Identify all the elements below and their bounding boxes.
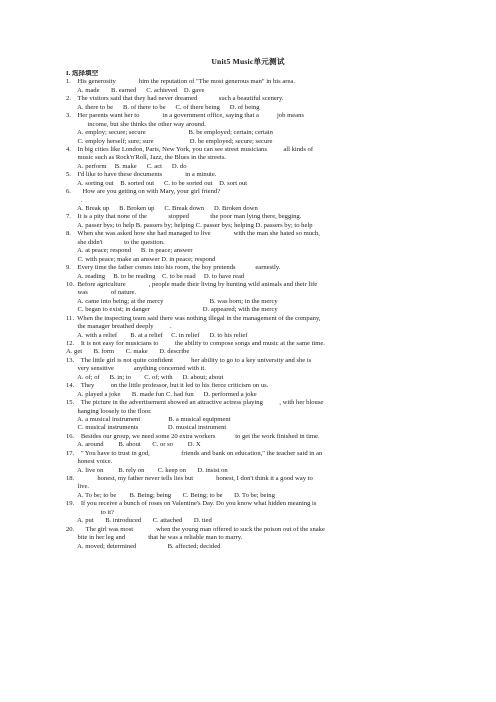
text-line: live. [66,483,90,491]
text-line: A. put B. introduced C. attached D. tied [66,517,212,525]
text-line: A. sorting out B. sorted out C. to be sorted out D. sort out [66,179,248,187]
text-line: A. get B. form C. make D. describe [66,348,190,356]
text-line: A. perform B. make C. act D. do [66,162,187,170]
text-line: 6. How are you getting on with Mary, your girl friend? [66,188,221,196]
text-line: 12. It is not easy for musicians to the ability to compose songs and music at the same time. [66,340,325,347]
text-line: 7. It is a pity that none of the stopped the poor man lying there, begging. [66,213,302,221]
text-line: 20. The girl was most when the young man offered to suck the poison out of the snake [66,525,325,533]
text-line: A. moved; determined B. affected; decided [66,542,221,550]
page-title: Unit5 Music单元测试 [211,57,285,66]
text-line: very sensitive anything concerned with it. [66,365,206,373]
text-line: A. there to be B. of there to be C. of there being D. of being [66,103,260,111]
text-line: 14. They on the little professor, but it led to his fierce criticism on us. [66,382,269,390]
text-line: A. at peace; respond B. in peace; answer [66,247,193,255]
text-line: A. To be; to be B. Being; being C. Being; to be D. To be; being [66,491,275,499]
text-line: A. live on B. rely on C. keep on D. insist on [66,466,228,474]
text-line: C. employ herself; sure; sure D. be employed; secure; secure [66,137,273,145]
text-line: A. passer bys; to help B. passers by; helping C. passer bys; helping D. passers by; to help [66,221,313,229]
text-line: C. with peace; make an answer D. in peace; respond [66,255,216,263]
text-line: 10. Before agriculture , people made their living by hunting wild animals and their life [66,280,318,288]
text-line: A. made B. earned C. achieved D. gave [66,86,205,94]
text-line: C. began to exist; in danger D. appeared; with the mercy [66,306,278,314]
text-line: 16. Besides our group, we need some 20 extra workers to get the work finished in time. [66,432,320,440]
text-line: the manager breathed deeply . [66,323,172,331]
text-line: 5. I'd like to have these documents in a minute. [66,171,217,179]
text-line: A. with a relief B. at a relief C. in relief D. to his relief [66,331,248,339]
text-line: 13. The little girl is not quite confident her ability to go to a key university and she is [66,356,312,364]
text-line: 1. His generosity him the reputation of "The most generous man" in his area. [66,78,295,86]
text-line: 17. " You have to trust in god, friends and bank on education," the teacher said in an [66,449,323,457]
text-line: 18. honest, my father never tells lies but honest, I don't think it a good way to [66,475,313,482]
text-line: . [66,196,83,204]
text-line: A. employ; secure; secure B. be employed; certain; certain [66,129,273,137]
text-line: A. came into being; at the mercy B. was born; in the mercy [66,297,278,305]
text-line: A. reading B. to be reading C. to be read D. to have read [66,272,245,280]
text-line: 9. Every time the father comes into his room, the boy pretends earnestly. [66,264,281,272]
text-line: A. played a joke B. made fun C. had fun D. performed a joke [66,390,257,398]
text-line: music such as Rock'n'Roll, Jazz, the Blues in the streets. [66,154,227,162]
text-line: 3. Her parents want her to in a government office, saying that a job means [66,112,304,120]
question-list [66,70,436,551]
text-line: A. Break up B. Broken up C. Break down D. Broken down [66,205,258,212]
text-line: 2. The visitors said that they had never dreamed such a beautiful scenery. [66,95,284,103]
text-line: 19. If you receive a bunch of roses on Valentine's Day. Do you know what hidden meaning is [66,500,317,508]
text-line: C. musical instruments D. musical instrument [66,424,227,432]
text-line: 11. When the inspecting team said there was nothing illegal in the management of the company, [66,314,321,322]
text-line: 15. The picture in the advertisement showed an attractive actress playing , with her blouse [66,399,324,407]
text-line: 4. In big cities like London, Paris, New York, you can see street musicians all kinds of [66,145,314,153]
text-line: bite in her leg and that he was a reliable man to marry. [66,534,243,542]
text-line: 8. When she was asked how she had managed to live with the man she hated so much, [66,230,320,238]
text-line: income, but she thinks the other way around. [66,120,206,128]
text-line: A. of; of B. in; to C. of; with D. about; about [66,373,224,381]
text-line: hanging loosely to the floor. [66,407,152,415]
text-line: honest voice. [66,458,113,466]
section-heading: I. 选择填空 [66,70,99,77]
text-line: A. around B. about C. or so D. X [66,441,201,449]
text-line: A. a musical instrument B. a musical equipment [66,415,231,423]
text-line: to it? [66,508,114,516]
text-line: was of nature. [66,289,137,297]
text-line: she didn't to the question. [66,238,165,246]
